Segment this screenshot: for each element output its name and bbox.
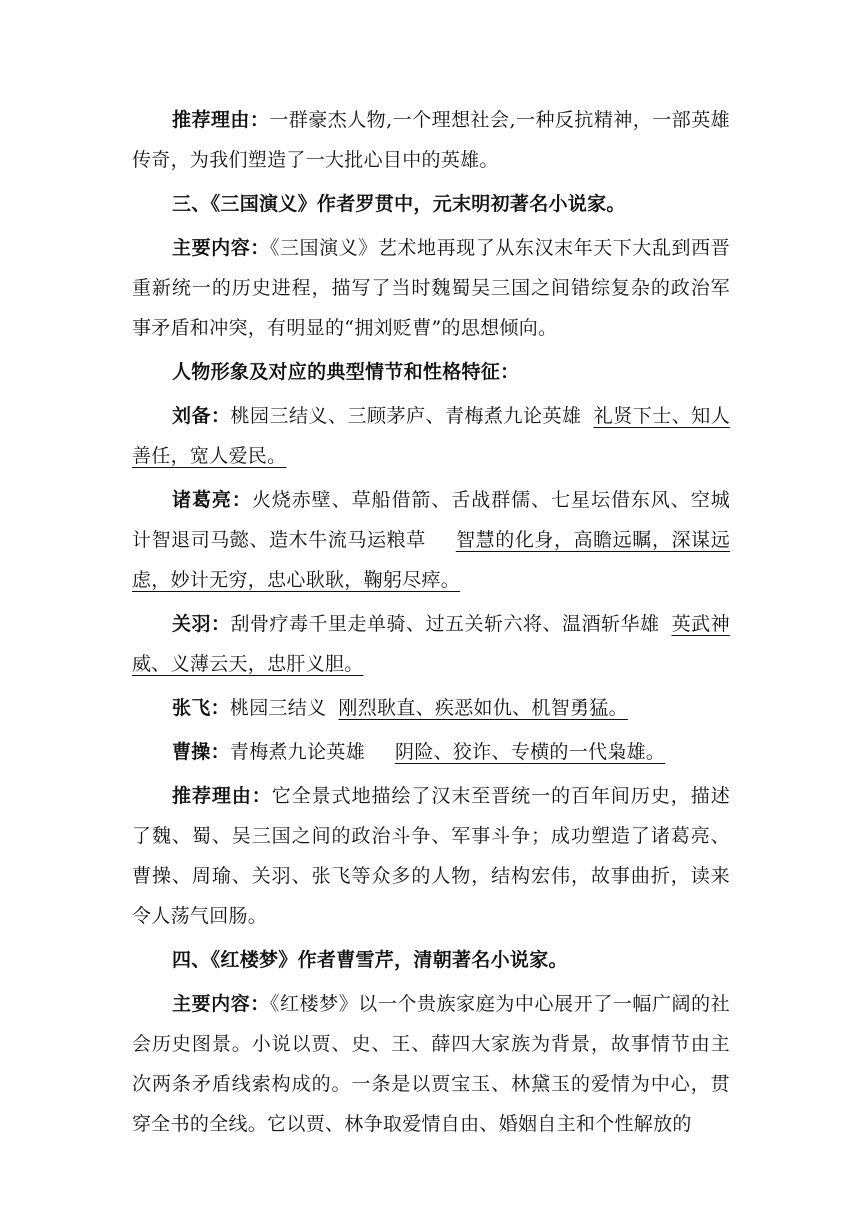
character-plot: 火烧赤壁、草船借箭、舌战群儒、七星坛借东风、空城计智退司马懿、造木牛流马运粮草 [132,489,731,551]
character-plot: 桃园三结义、三顾茅庐、青梅煮九论英雄 [230,405,582,427]
label-main-content: 主要内容： [172,993,270,1015]
character-trait: 刚烈耿直、疾恶如仇、机智勇猛。 [338,697,628,719]
paragraph-recommend-reason-1 [132,100,730,180]
paragraph-main-content-2 [132,984,730,1144]
character-name: 曹操： [172,741,230,763]
paragraph-recommend-reason-2 [132,776,730,936]
character-zhangfei [132,688,730,728]
main-content-text: 《红楼梦》以一个贵族家庭为中心展开了一幅广阔的社会历史图景。小说以贾、史、王、薛四大家族为背景，故事情节由主次两条矛盾线索构成的。一条是以贾宝玉、林黛玉的爱情为中心，贯穿全书的全线。它以贾、林争取爱情自由、婚姻自主和个性解放的 [132,993,730,1135]
character-name: 关羽： [172,613,231,635]
character-name: 诸葛亮： [172,489,252,511]
heading-three-kingdoms: 三、《三国演义》作者罗贯中，元末明初著名小说家。 [172,193,626,215]
character-trait: 英武神威、义薄云天，忠肝义胆。 [132,613,730,675]
label-recommend-reason: 推荐理由： [172,109,270,131]
character-plot: 刮骨疗毒千里走单骑、过五关斩六将、温酒斩华雄 [230,613,660,635]
recommend-reason-text: 它全景式地描绘了汉末至晋统一的百年间历史，描述了魏、蜀、吴三国之间的政治斗争、军事斗争；成功塑造了诸葛亮、曹操、周瑜、关羽、张飞等众多的人物，结构宏伟，故事曲折，读来令人荡气回肠。 [132,785,730,927]
character-trait: 礼贤下士、知人善任，宽人爱民。 [132,405,730,467]
heading-characters: 人物形象及对应的典型情节和性格特征： [172,361,520,383]
main-content-text: 《三国演义》艺术地再现了从东汉末年天下大乱到西晋重新统一的历史进程，描写了当时魏蜀吴三国之间错综复杂的政治军事矛盾和冲突，有明显的“拥刘贬曹”的思想倾向。 [132,237,730,339]
recommend-reason-text: 一群豪杰人物,一个理想社会,一种反抗精神，一部英雄传奇，为我们塑造了一大批心目中的英雄。 [132,109,730,171]
character-guanyu [132,604,730,684]
label-recommend-reason: 推荐理由： [172,785,272,807]
label-main-content: 主要内容： [172,237,270,259]
character-name: 刘备： [172,405,231,427]
character-plot: 青梅煮九论英雄 [229,741,366,763]
character-liubei [132,396,730,476]
character-zhugeliang [132,480,730,600]
heading-red-mansions: 四、《红楼梦》作者曹雪芹，清朝著名小说家。 [172,949,568,971]
character-trait: 智慧的化身，高瞻远瞩，深谋远虑，妙计无穷，忠心耿耿，鞠躬尽瘁。 [132,529,730,591]
character-plot: 桃园三结义 [229,697,327,719]
character-name: 张飞： [172,697,230,719]
paragraph-main-content-1 [132,228,730,348]
character-trait: 阴险、狡诈、专横的一代枭雄。 [395,741,666,763]
character-caocao [132,732,730,772]
